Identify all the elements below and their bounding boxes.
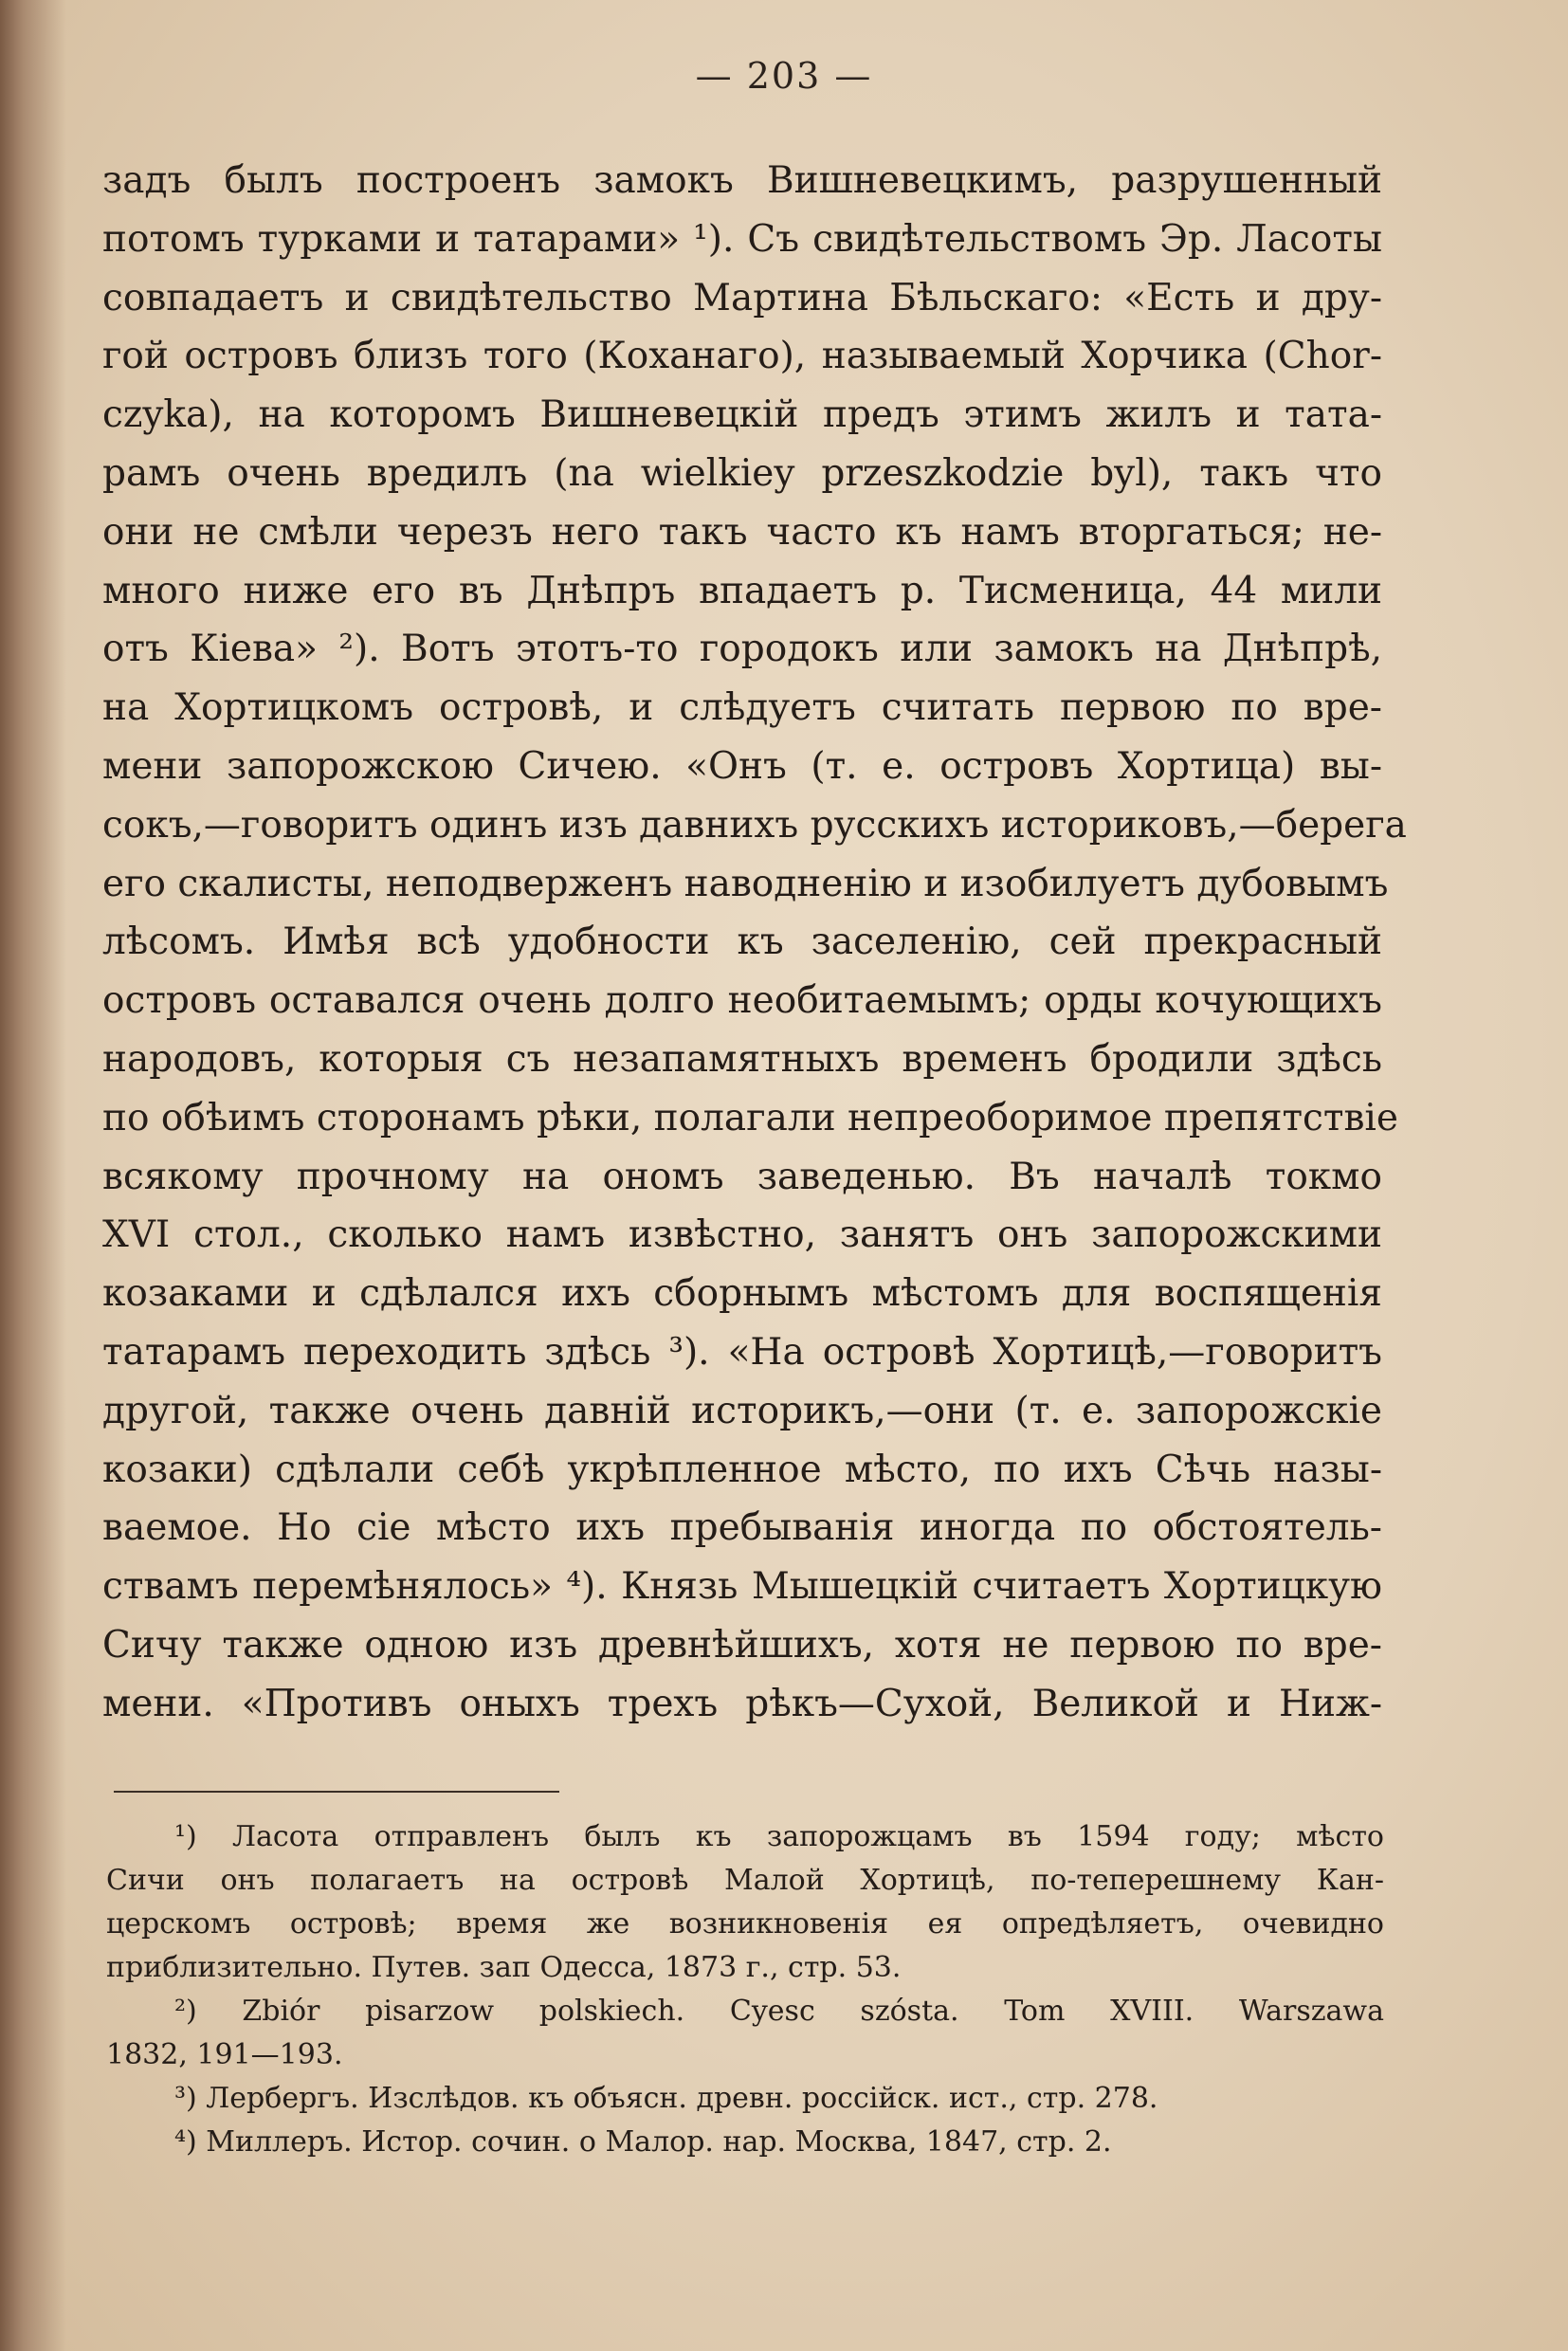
footnote-line: ⁴) Миллеръ. Истор. сочин. о Малор. нар. Москва, 1847, стр. 2.	[174, 2125, 1112, 2159]
text-line: ствамъ перемѣнялось» ⁴). Князь Мышецкій считаетъ Хортицкую	[102, 1565, 1382, 1609]
footnote-line: Сичи онъ полагаетъ на островѣ Малой Хортицѣ, по-теперешнему Кан-	[106, 1864, 1384, 1897]
text-line: много ниже его въ Днѣпръ впадаетъ р. Тисменица, 44 мили	[102, 569, 1382, 612]
footnote-line: 1832, 191—193.	[106, 2038, 343, 2071]
binding-shadow	[0, 0, 66, 2351]
text-line: козаками и сдѣлался ихъ сборнымъ мѣстомъ для воспященія	[102, 1272, 1382, 1316]
footnote-divider	[114, 1791, 559, 1793]
text-line: татарамъ переходить здѣсь ³). «На островѣ Хортицѣ,—говоритъ	[102, 1330, 1382, 1374]
text-line: задъ былъ построенъ замокъ Вишневецкимъ, разрушенный	[102, 159, 1382, 202]
text-line: мени. «Противъ оныхъ трехъ рѣкъ—Сухой, Великой и Ниж-	[102, 1682, 1382, 1725]
text-line: XVI стол., сколько намъ извѣстно, занятъ онъ запорожскими	[102, 1213, 1382, 1257]
text-line: по обѣимъ сторонамъ рѣки, полагали непреоборимое препятствіе	[102, 1096, 1398, 1139]
text-line: на Хортицкомъ островѣ, и слѣдуетъ считать первою по вре-	[102, 686, 1382, 730]
text-line: гой островъ близъ того (Коханаго), называемый Хорчика (Chor-	[102, 335, 1382, 378]
text-line: сокъ,—говоритъ одинъ изъ давнихъ русскихъ историковъ,—берега	[102, 803, 1407, 847]
text-line: czyka), на которомъ Вишневецкій предъ этимъ жилъ и тата-	[102, 393, 1382, 437]
page-number: — 203 —	[695, 55, 873, 97]
text-line: они не смѣли черезъ него такъ часто къ намъ вторгаться; не-	[102, 510, 1382, 554]
text-line: козаки) сдѣлали себѣ укрѣпленное мѣсто, по ихъ Сѣчь назы-	[102, 1448, 1382, 1491]
text-line: островъ оставался очень долго необитаемымъ; орды кочующихъ	[102, 979, 1382, 1023]
text-line: отъ Кіева» ²). Вотъ этотъ-то городокъ или замокъ на Днѣпрѣ,	[102, 628, 1382, 671]
text-line: Сичу также одною изъ древнѣйшихъ, хотя не первою по вре-	[102, 1623, 1382, 1667]
footnote	[106, 2121, 1384, 2164]
text-line: рамъ очень вредилъ (na wielkiey przeszkodzie byl), такъ что	[102, 451, 1382, 495]
text-line: ваемое. Но сіе мѣсто ихъ пребыванія иногда по обстоятель-	[102, 1506, 1382, 1550]
text-line: мени запорожскою Сичею. «Онъ (т. е. островъ Хортица) вы-	[102, 744, 1382, 788]
text-line: всякому прочному на ономъ заведенью. Въ началѣ токмо	[102, 1155, 1382, 1198]
text-line: народовъ, которыя съ незапамятныхъ временъ бродили здѣсь	[102, 1037, 1382, 1081]
text-line: лѣсомъ. Имѣя всѣ удобности къ заселенію, сей прекрасный	[102, 920, 1382, 964]
footnote-line: ¹) Ласота отправленъ былъ къ запорожцамъ въ 1594 году; мѣсто	[174, 1820, 1384, 1853]
text-line: потомъ турками и татарами» ¹). Съ свидѣтельствомъ Эр. Ласоты	[102, 217, 1382, 261]
text-line: совпадаетъ и свидѣтельство Мартина Бѣльскаго: «Есть и дру-	[102, 276, 1382, 319]
footnote	[106, 2077, 1384, 2121]
footnote	[106, 1990, 1384, 2077]
footnote	[106, 1815, 1384, 1990]
text-line: другой, также очень давній историкъ,—они (т. е. запорожскіе	[102, 1389, 1382, 1432]
footnote-line: приблизительно. Путев. зап Одесса, 1873 г., стр. 53.	[106, 1951, 902, 1984]
footnote-line: церскомъ островѣ; время же возникновенія ея опредѣляетъ, очевидно	[106, 1907, 1384, 1941]
footnote-line: ³) Лербергъ. Изслѣдов. къ объясн. древн. россійск. ист., стр. 278.	[174, 2082, 1158, 2115]
footnotes	[106, 1815, 1384, 2164]
main-text	[102, 152, 1407, 1734]
text-line: его скалисты, неподверженъ наводненію и изобилуетъ дубовымъ	[102, 862, 1389, 905]
footnote-line: ²) Zbiór pisarzow polskiech. Cyesc szósta. Tom XVIII. Warszawa	[174, 1995, 1384, 2028]
